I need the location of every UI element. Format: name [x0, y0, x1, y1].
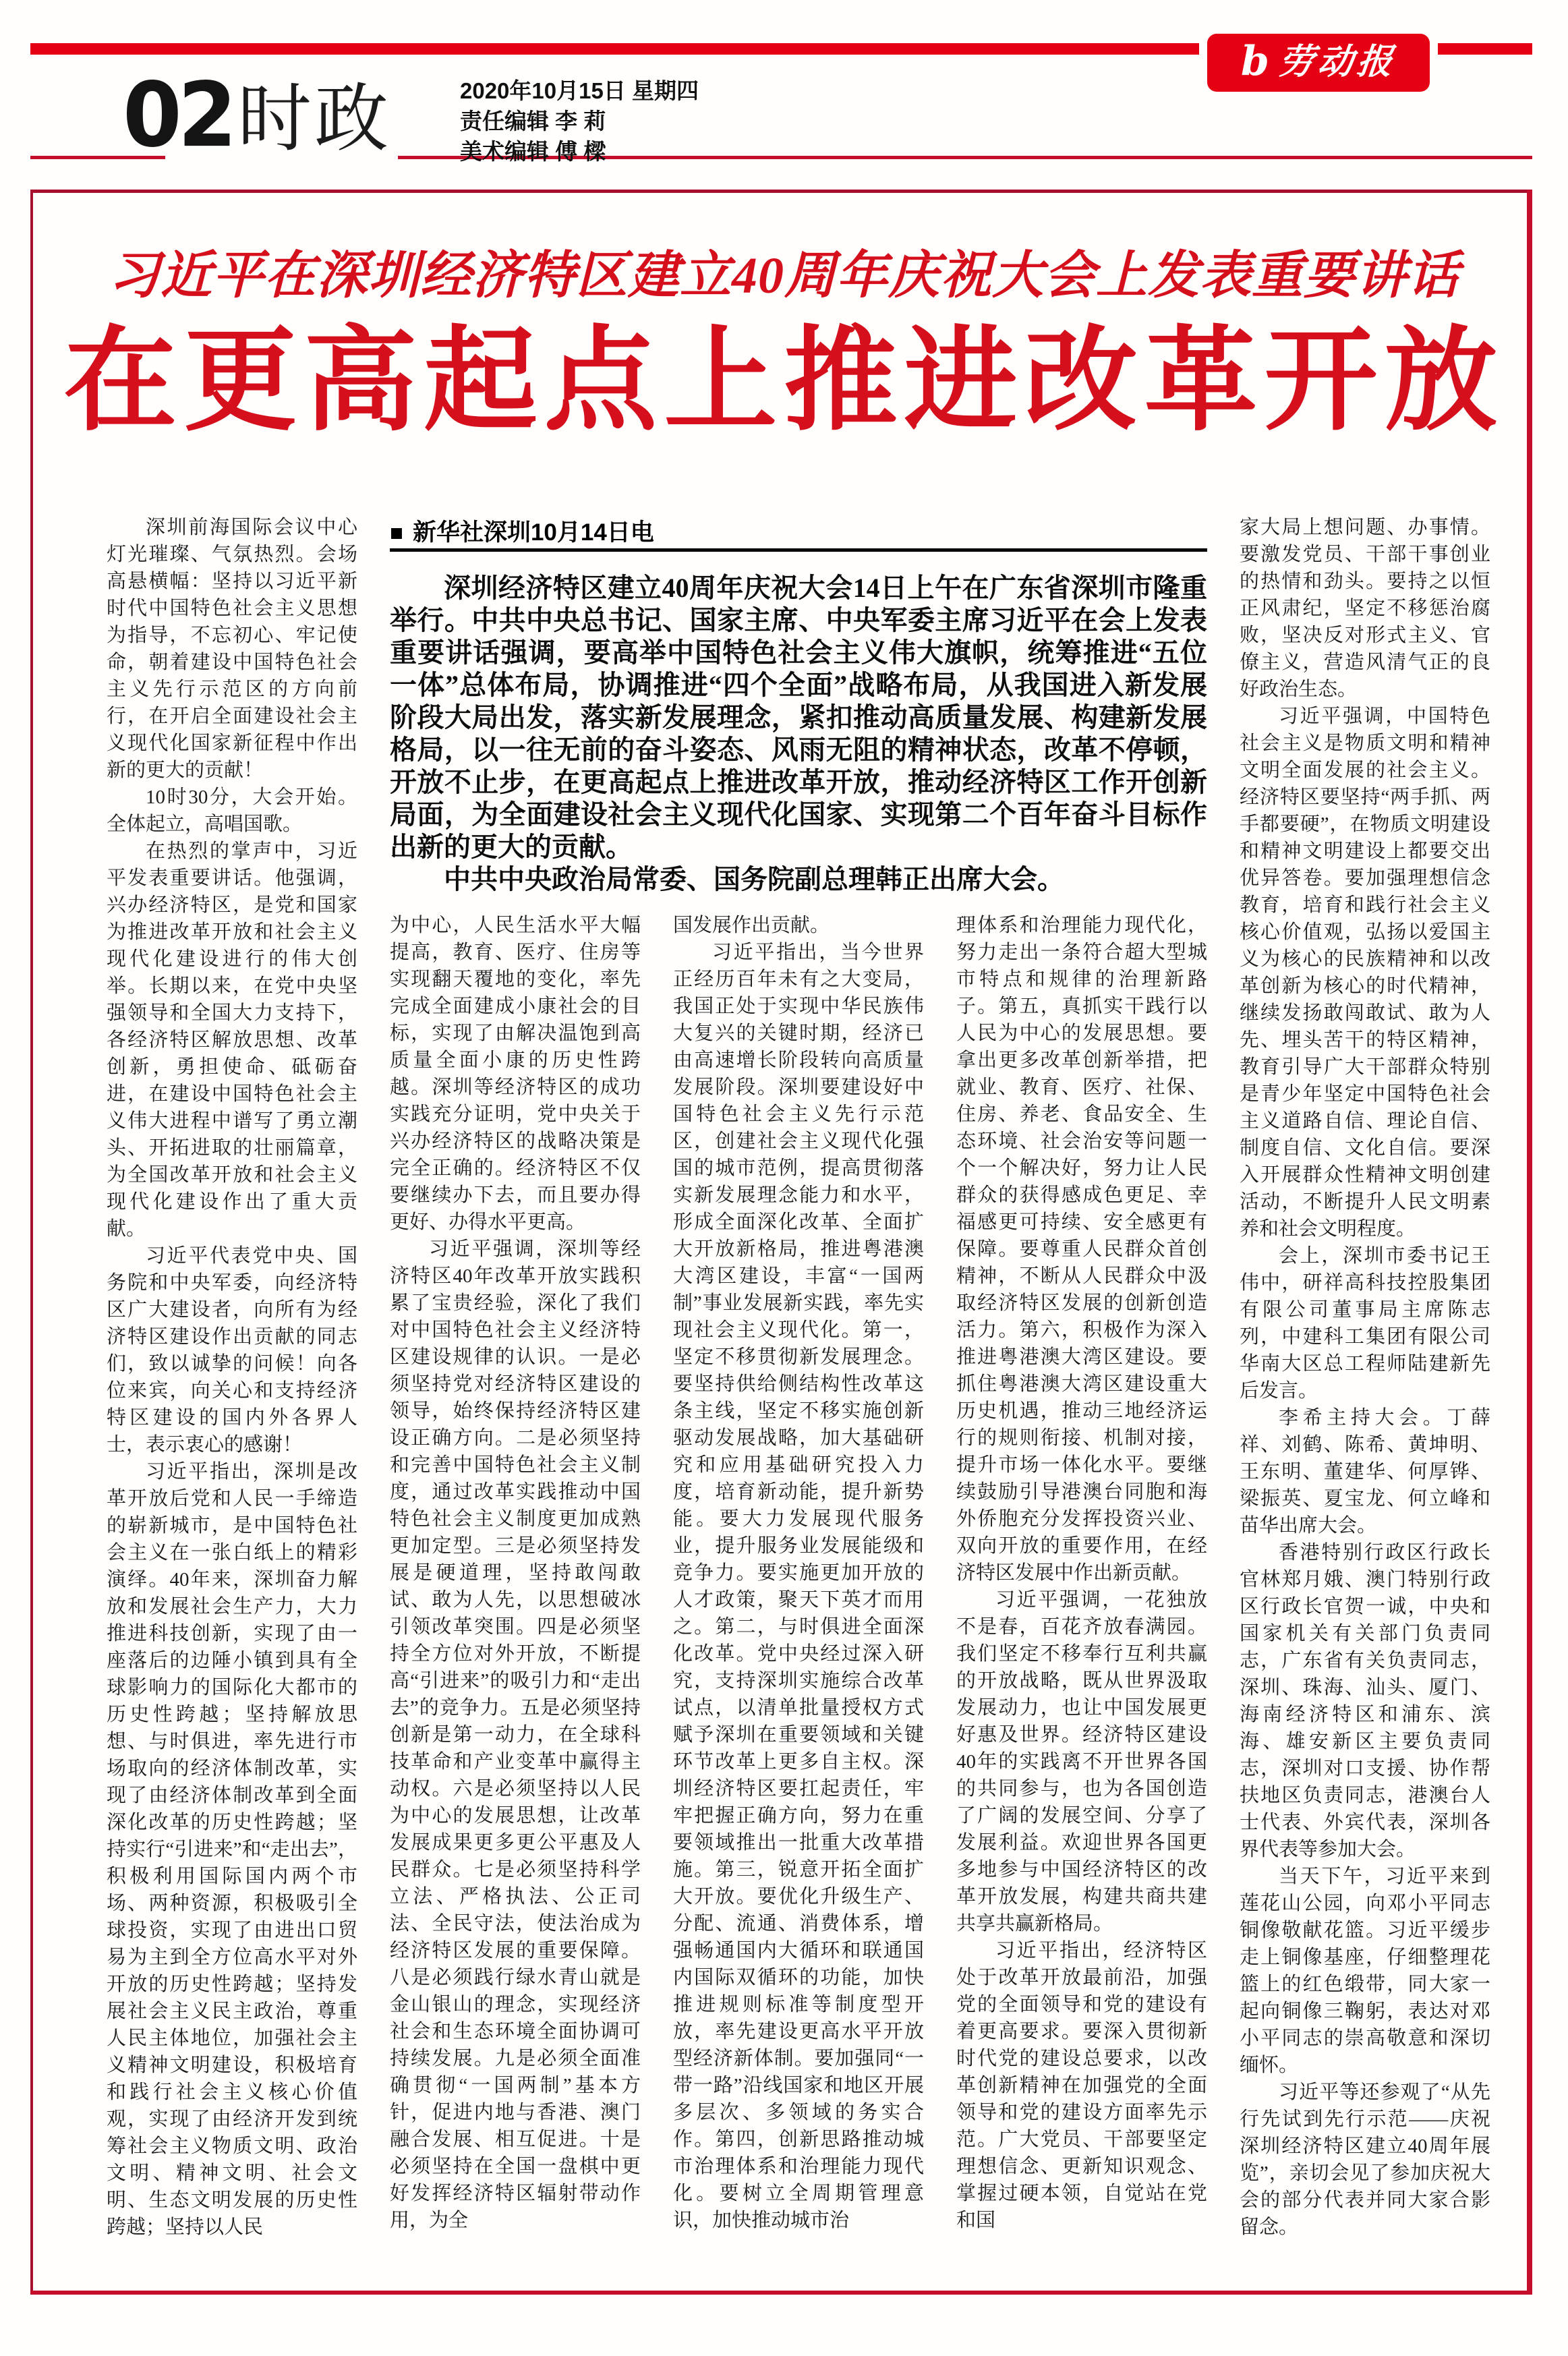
article-column-4 — [956, 912, 1207, 2256]
paragraph: 10时30分，大会开始。全体起立，高唱国歌。 — [107, 786, 357, 835]
xinhua-byline — [390, 514, 654, 548]
paragraph: 当天下午，习近平来到莲花山公园，向邓小平同志铜像敬献花篮。习近平缓步走上铜像基座，仔细整理花篮上的红色缎带，同大家一起向铜像三鞠躬，表达对邓小平同志的崇高敬意和深切缅怀。 — [1240, 1866, 1490, 2076]
editor-line-2: 美术编辑 傅 樑 — [460, 139, 606, 164]
paragraph: 习近平指出，深圳是改革开放后党和人民一手缔造的崭新城市，是中国特色社会主义在一张白纸上的精彩演绎。40年来，深圳奋力解放和发展社会生产力，大力推进科技创新，实现了由一座落后的边陲小镇到具有全球影响力的国际化大都市的历史性跨越；坚持解放思想、与时俱进，率先进行市场取向的经济体制改革，实现了由经济体制改革到全面深化改革的历史性跨越；坚持实行“引进来”和“走出去”，积极利用国际国内两个市场、两种资源，积极吸引全球投资，实现了由进出口贸易为主到全方位高水平对外开放的历史性跨越；坚持发展社会主义民主政治，尊重人民主体地位，加强社会主义精神文明建设，积极培育和践行社会主义核心价值观，实现了由经济开发到统筹社会主义物质文明、政治文明、精神文明、社会文明、生态文明发展的历史性跨越；坚持以人民 — [107, 1461, 357, 2238]
masthead-b-icon: b — [1241, 38, 1269, 85]
paragraph: 习近平等还参观了“从先行先试到先行示范——庆祝深圳经济特区建立40周年展览”，亲切会见了参加庆祝大会的部分代表并同大家合影留念。 — [1240, 2081, 1490, 2238]
paragraph: 习近平指出，当今世界正经历百年未有之大变局，我国正处于实现中华民族伟大复兴的关键时期，经济已由高速增长阶段转向高质量发展阶段。深圳要建设好中国特色社会主义先行示范区，创建社会主义现代化强国的城市范例，提高贯彻落实新发展理念能力和水平，形成全面深化改革、全面扩大开放新格局，推进粤港澳大湾区建设，丰富“一国两制”事业发展新实践，率先实现社会主义现代化。第一，坚定不移贯彻新发展理念。要坚持供给侧结构性改革这条主线，坚定不移实施创新驱动发展战略，加大基础研究和应用基础研究投入力度，培育新动能，提升新势能。要大力发展现代服务业，提升服务业发展能级和竞争力。要实施更加开放的人才政策，聚天下英才而用之。第二，与时俱进全面深化改革。党中央经过深入研究，支持深圳实施综合改革试点，以清单批量授权方式赋予深圳在重要领域和关键环节改革上更多自主权。深圳经济特区要扛起责任，牢牢把握正确方向，努力在重要领域推出一批重大改革措施。第三，锐意开拓全面扩大开放。要优化升级生产、分配、流通、消费体系，增强畅通国内大循环和联通国内国际双循环的功能，加快推进规则标准等制度型开放，率先建设更高水平开放型经济新体制。要加强同“一带一路”沿线国家和地区开展多层次、多领域的务实合作。第四，创新思路推动城市治理体系和治理能力现代化。要树立全周期管理意识，加快推动城市治 — [673, 942, 924, 2231]
byline-square-icon: ■ — [390, 520, 403, 545]
paragraph: 在热烈的掌声中，习近平发表重要讲话。他强调，兴办经济特区，是党和国家为推进改革开放和社会主义现代化建设进行的伟大创举。长期以来，在党中央坚强领导和全国大力支持下，各经济特区解放思想、改革创新，勇担使命、砥砺奋进，在建设中国特色社会主义伟大进程中谱写了勇立潮头、开拓进取的壮丽篇章，为全国改革开放和社会主义现代化建设作出了重大贡献。 — [107, 840, 357, 1240]
paragraph: 习近平代表党中央、国务院和中央军委，向经济特区广大建设者，向所有为经济特区建设作出贡献的同志们，致以诚挚的问候！向各位来宾，向关心和支持经济特区建设的国内外各界人士，表示衷心的感谢！ — [107, 1245, 357, 1456]
editor-line-1: 责任编辑 李 莉 — [460, 109, 606, 134]
page-border-bottom — [30, 2291, 1532, 2295]
page-border-right — [1527, 190, 1532, 2293]
paragraph: 家大局上想问题、办事情。要激发党员、干部干事创业的热情和劲头。要持之以恒正风肃纪，坚定不移惩治腐败，坚决反对形式主义、官僚主义，营造风清气正的良好政治生态。 — [1240, 517, 1490, 700]
paragraph: 习近平强调，中国特色社会主义是物质文明和精神文明全面发展的社会主义。经济特区要坚持“两手抓、两手都要硬”，在物质文明建设和精神文明建设上都要交出优异答卷。要加强理想信念教育，培育和践行社会主义核心价值观，弘扬以爱国主义为核心的民族精神和以改革创新为核心的时代精神，继续发扬敢闯敢试、敢为人先、埋头苦干的特区精神，教育引导广大干部群众特别是青少年坚定中国特色社会主义道路自信、理论自信、制度自信、文化自信。要深入开展群众性精神文明创建活动，不断提升人民文明素养和社会文明程度。 — [1240, 706, 1490, 1240]
main-headline: 在更高起点上推进改革开放 — [63, 319, 1505, 444]
page-border-left — [30, 190, 33, 2293]
paragraph: 会上，深圳市委书记王伟中，研祥高科技控股集团有限公司董事局主席陈志列，中建科工集团有限公司华南大区总工程师陆建新先后发言。 — [1240, 1245, 1490, 1402]
paragraph: 习近平强调，一花独放不是春，百花齐放春满园。我们坚定不移奉行互利共赢的开放战略，既从世界汲取发展动力，也让中国发展更好惠及世界。经济特区建设40年的实践离不开世界各国的共同参与，也为各国创造了广阔的发展空间、分享了发展利益。欢迎世界各国更多地参与中国经济特区的改革开放发展，构建共商共建共享共赢新格局。 — [956, 1589, 1207, 1934]
lead-paragraphs — [390, 572, 1207, 894]
paragraph: 李希主持大会。丁薛祥、刘鹤、陈希、黄坤明、王东明、董建华、何厚铧、梁振英、夏宝龙、何立峰和苗华出席大会。 — [1240, 1407, 1490, 1536]
paragraph: 深圳经济特区建立40周年庆祝大会14日上午在广东省深圳市隆重举行。中共中央总书记、国家主席、中央军委主席习近平在会上发表重要讲话强调，要高举中国特色社会主义伟大旗帜，统筹推进“五位一体”总体布局，协调推进“四个全面”战略布局，从我国进入新发展阶段大局出发，落实新发展理念，紧扣推动高质量发展、构建新发展格局，以一往无前的奋斗姿态、风雨无阻的精神状态，改革不停顿，开放不止步，在更高起点上推进改革开放，推动经济特区工作开创新局面，为全面建设社会主义现代化国家、实现第二个百年奋斗目标作出新的更大的贡献。 — [390, 573, 1207, 862]
paragraph: 深圳前海国际会议中心灯光璀璨、气氛热烈。会场高悬横幅：坚持以习近平新时代中国特色社会主义思想为指导，不忘初心、牢记使命，朝着建设中国特色社会主义先行示范区的方向前行，在开启全面建设社会主义现代化国家新征程中作出新的更大的贡献！ — [107, 517, 357, 781]
page-number: 02 — [123, 63, 233, 167]
issue-info — [460, 76, 699, 167]
article-column-1 — [107, 514, 357, 2258]
paragraph: 为中心，人民生活水平大幅提高，教育、医疗、住房等实现翻天覆地的变化，率先完成全面建成小康社会的目标，实现了由解决温饱到高质量全面小康的历史性跨越。深圳等经济特区的成功实践充分证明，党中央关于兴办经济特区的战略决策是完全正确的。经济特区不仅要继续办下去，而且要办得更好、办得水平更高。 — [390, 915, 641, 1233]
byline-text: 新华社深圳10月14日电 — [412, 519, 654, 546]
masthead-logo — [1207, 34, 1430, 92]
paragraph: 理体系和治理能力现代化，努力走出一条符合超大型城市特点和规律的治理新路子。第五，真抓实干践行以人民为中心的发展思想。要拿出更多改革创新举措，把就业、教育、医疗、社保、住房、养老、食品安全、生态环境、社会治安等问题一个一个解决好，努力让人民群众的获得感成色更足、幸福感更可持续、安全感更有保障。要尊重人民群众首创精神，不断从人民群众中汲取经济特区发展的创新创造活力。第六，积极作为深入推进粤港澳大湾区建设。要抓住粤港澳大湾区建设重大历史机遇，推动三地经济运行的规则衔接、机制对接，提升市场一体化水平。要继续鼓励引导港澳台同胞和海外侨胞充分发挥投资兴业、双向开放的重要作用，在经济特区发展中作出新贡献。 — [956, 915, 1207, 1584]
article-column-3 — [673, 912, 924, 2256]
paragraph: 国发展作出贡献。 — [673, 915, 830, 936]
header-bottom-rule — [30, 190, 1532, 193]
byline-rule — [390, 548, 1207, 552]
paragraph: 香港特别行政区行政长官林郑月娥、澳门特别行政区行政长官贺一诚，中央和国家机关有关部门负责同志，广东省有关负责同志，深圳、珠海、汕头、厦门、海南经济特区和浦东、滨海、雄安新区主要负责同志，深圳对口支援、协作帮扶地区负责同志，港澳台人士代表、外宾代表，深圳各界代表等参加大会。 — [1240, 1542, 1490, 1860]
section-title: 时政 — [237, 78, 391, 161]
headline-kicker: 习近平在深圳经济特区建立40周年庆祝大会上发表重要讲话 — [109, 248, 1459, 304]
paragraph: 习近平指出，经济特区处于改革开放最前沿，加强党的全面领导和党的建设有着更高要求。要深入贯彻新时代党的建设总要求，以改革创新精神在加强党的全面领导和党的建设方面率先示范。广大党员、干部要坚定理想信念、更新知识观念、掌握过硬本领，自觉站在党和国 — [956, 1940, 1207, 2231]
article-column-2 — [390, 912, 641, 2256]
issue-date: 2020年10月15日 星期四 — [460, 78, 699, 103]
paragraph: 习近平强调，深圳等经济特区40年改革开放实践积累了宝贵经验，深化了我们对中国特色社会主义经济特区建设规律的认识。一是必须坚持党对经济特区建设的领导，始终保持经济特区建设正确方向。二是必须坚持和完善中国特色社会主义制度，通过改革实践推动中国特色社会主义制度更加成熟更加定型。三是必须坚持发展是硬道理，坚持敢闯敢试、敢为人先，以思想破冰引领改革突围。四是必须坚持全方位对外开放，不断提高“引进来”的吸引力和“走出去”的竞争力。五是必须坚持创新是第一动力，在全球科技革命和产业变革中赢得主动权。六是必须坚持以人民为中心的发展思想，让改革发展成果更多更公平惠及人民群众。七是必须坚持科学立法、严格执法、公正司法、全民守法，使法治成为经济特区发展的重要保障。八是必须践行绿水青山就是金山银山的理念，实现经济社会和生态环境全面协调可持续发展。九是必须全面准确贯彻“一国两制”基本方针，促进内地与香港、澳门融合发展、相互促进。十是必须坚持在全国一盘棋中更好发挥经济特区辐射带动作用，为全 — [390, 1238, 641, 2231]
masthead-wordmark: 劳动报 — [1277, 43, 1399, 82]
article-column-5 — [1240, 514, 1490, 2258]
paragraph: 中共中央政治局常委、国务院副总理韩正出席大会。 — [444, 864, 1064, 894]
